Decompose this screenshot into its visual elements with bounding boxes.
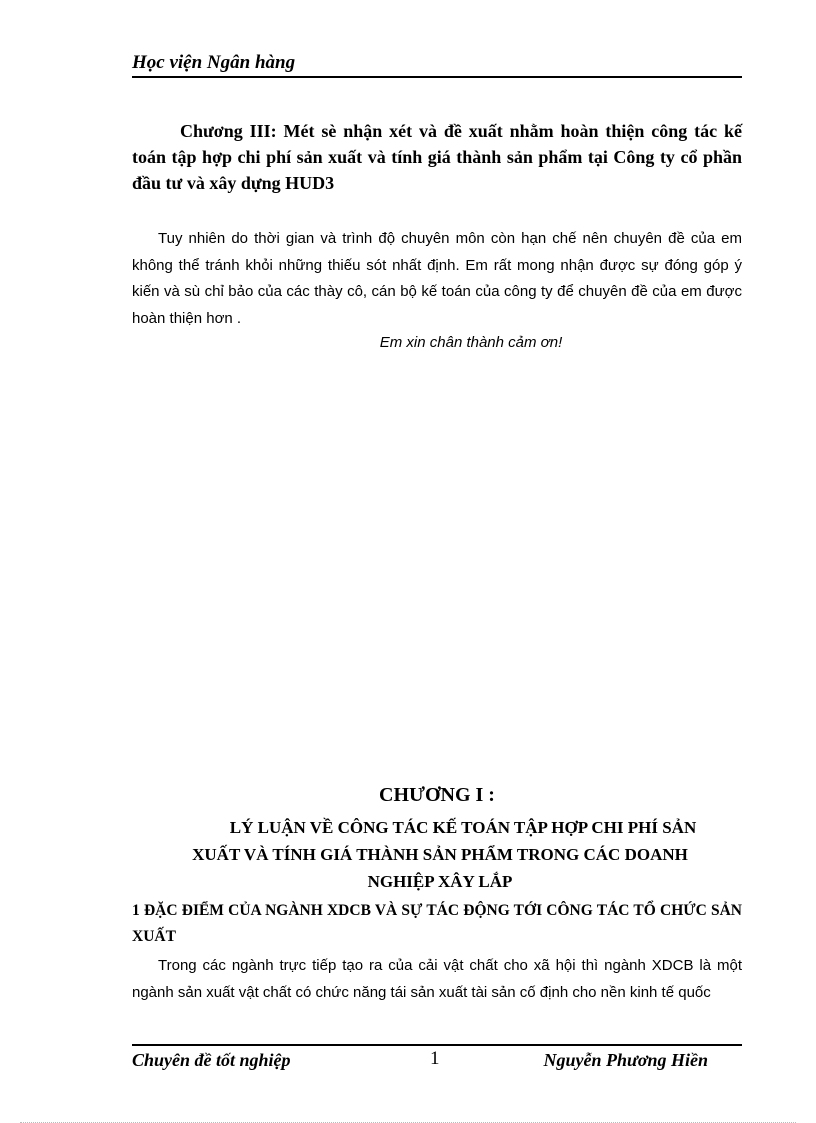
closing-paragraph: Tuy nhiên do thời gian và trình độ chuyên môn còn hạn chế nên chuyên đề của em không thể tránh khỏi những thiếu sót nhất định. Em rất mong nhận được sự đóng góp ý kiến và sù chỉ bảo của các thày cô, cán bộ kế toán của công ty để chuyên đề của em được hoàn thiện hơn . (132, 230, 742, 327)
chapter-1-subtitle-line-3: NGHIỆP XÂY LẮP (367, 872, 513, 891)
footer-document-type: Chuyên đề tốt nghiệp (132, 1050, 291, 1070)
page-number: 1 (430, 1048, 440, 1069)
page-header (132, 52, 742, 78)
chapter-1-title: CHƯƠNG I : (379, 784, 495, 806)
footer-author: Nguyễn Phương Hiền (543, 1050, 708, 1070)
thanks-line: Em xin chân thành cảm ơn! (379, 334, 563, 351)
chapter-1-subtitle-line-1: LÝ LUẬN VỀ CÔNG TÁC KẾ TOÁN TẬP HỢP CHI PHÍ SẢN (229, 818, 697, 837)
page-footer (132, 1044, 742, 1076)
chapter-1-subtitle (140, 814, 740, 895)
section-1-paragraph: Trong các ngành trực tiếp tạo ra của cải vật chất cho xã hội thì ngành XDCB là một ngành sản xuất vật chất có chức năng tái sản xuất tài sản cố định cho nền kinh tế quốc (132, 957, 742, 1001)
chapter-1-subtitle-line-2: XUẤT VÀ TÍNH GIÁ THÀNH SẢN PHẨM TRONG CÁC DOANH (192, 845, 688, 864)
chapter-3-heading: Chương III: Mét sè nhận xét và đề xuất nhằm hoàn thiện công tác kế toán tập hợp chi phí sản xuất và tính giá thành sản phẩm tại Công ty cổ phần đầu tư và xây dựng HUD3 (132, 121, 742, 193)
section-1-heading: 1 ĐẶC ĐIỂM CỦA NGÀNH XDCB VÀ SỰ TÁC ĐỘNG TỚI CÔNG TÁC TỔ CHỨC SẢN XUẤT (132, 902, 742, 945)
header-title: Học viện Ngân hàng (132, 52, 296, 73)
